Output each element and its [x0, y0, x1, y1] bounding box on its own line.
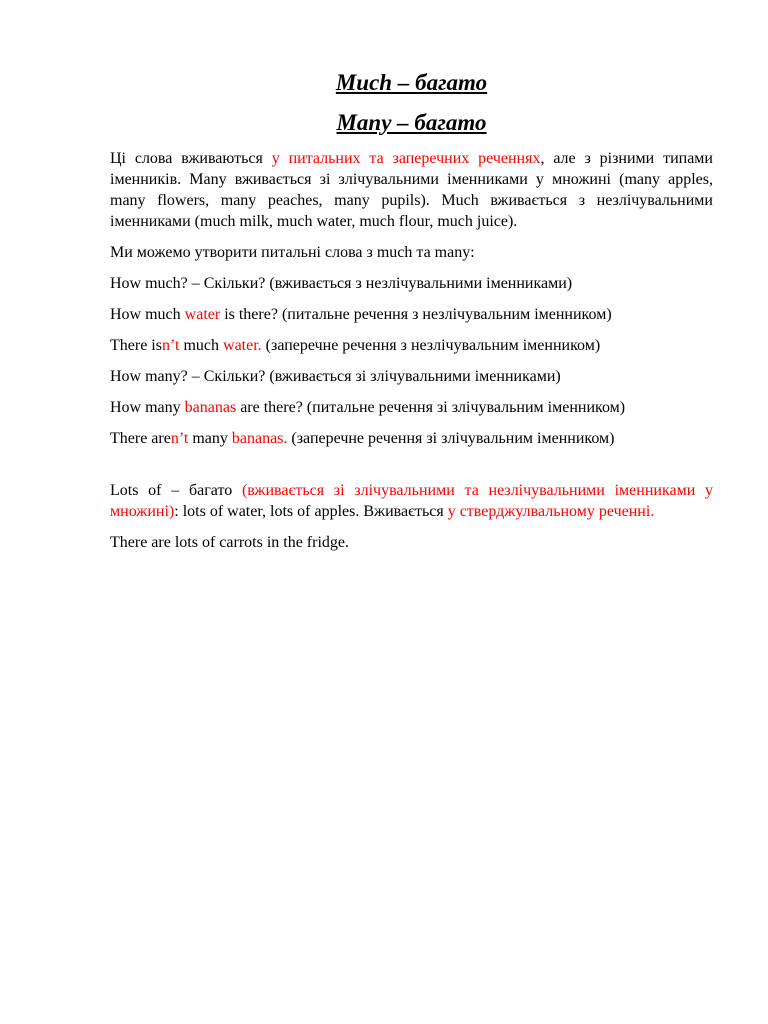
there-arent-text-1: There are: [110, 430, 171, 447]
how-much-water-highlight: water: [184, 306, 221, 323]
there-isnt-text-1: There is: [110, 337, 162, 354]
example-how-much-water: [110, 304, 713, 325]
there-isnt-text-3: (заперечне речення з незлічувальним іменником): [261, 337, 601, 354]
lots-of-text-1: Lots of – багато: [110, 482, 242, 499]
lots-of-example: There are lots of carrots in the fridge.: [110, 534, 350, 551]
how-much-water-text-2: is there? (питальне речення з незлічувальним іменником): [220, 306, 612, 323]
lots-of-text-2: : lots of water, lots of apples. Вживається: [174, 503, 448, 520]
title-block: [110, 68, 713, 138]
there-arent-highlight-2: bananas.: [231, 430, 288, 447]
there-arent-highlight-1: n’t: [170, 430, 189, 447]
there-arent-text-3: (заперечне речення зі злічувальним іменником): [287, 430, 615, 447]
title-much: Much – багато: [335, 70, 488, 95]
example-how-much: How much? – Скільки? (вживається з незлічувальними іменниками): [110, 275, 573, 292]
intro-paragraph: [110, 148, 713, 232]
how-much-water-text-1: How much: [110, 306, 185, 323]
there-isnt-highlight-1: n’t: [161, 337, 180, 354]
how-many-bananas-text-1: How many: [110, 399, 185, 416]
example-there-isnt: [110, 335, 713, 356]
lots-of-highlight-2: у стверджулвальному реченні.: [447, 503, 655, 520]
paragraph-spacer: [110, 459, 713, 480]
intro-text-2: , але з різними типами іменників. Many вживається зі злічувальними іменниками у множині (many apples, many flowers, many peaches, many pupils). Much вживається з незлічувальними іменниками (much milk, much water, much flour, much juice).: [110, 150, 713, 230]
document-page: [110, 68, 713, 563]
example-how-many-bananas: [110, 397, 713, 418]
question-words-paragraph: Ми можемо утворити питальні слова з much та many:: [110, 244, 475, 261]
there-arent-text-2: many: [188, 430, 232, 447]
example-how-many: How many? – Скільки? (вживається зі злічувальними іменниками): [110, 368, 561, 385]
lots-of-paragraph: [110, 480, 713, 522]
intro-highlight: у питальних та заперечних реченнях: [271, 150, 541, 167]
how-many-bananas-text-2: are there? (питальне речення зі злічувальним іменником): [236, 399, 626, 416]
there-isnt-text-2: much: [179, 337, 224, 354]
how-many-bananas-highlight: bananas: [184, 399, 237, 416]
intro-text-1: Ці слова вживаються: [110, 150, 272, 167]
title-many: Many – багато: [336, 110, 487, 135]
lots-of-highlight-1: (вживається зі злічувальними та незлічувальними іменниками у множині): [110, 482, 713, 520]
there-isnt-highlight-2: water.: [223, 337, 262, 354]
example-there-arent: [110, 428, 713, 449]
